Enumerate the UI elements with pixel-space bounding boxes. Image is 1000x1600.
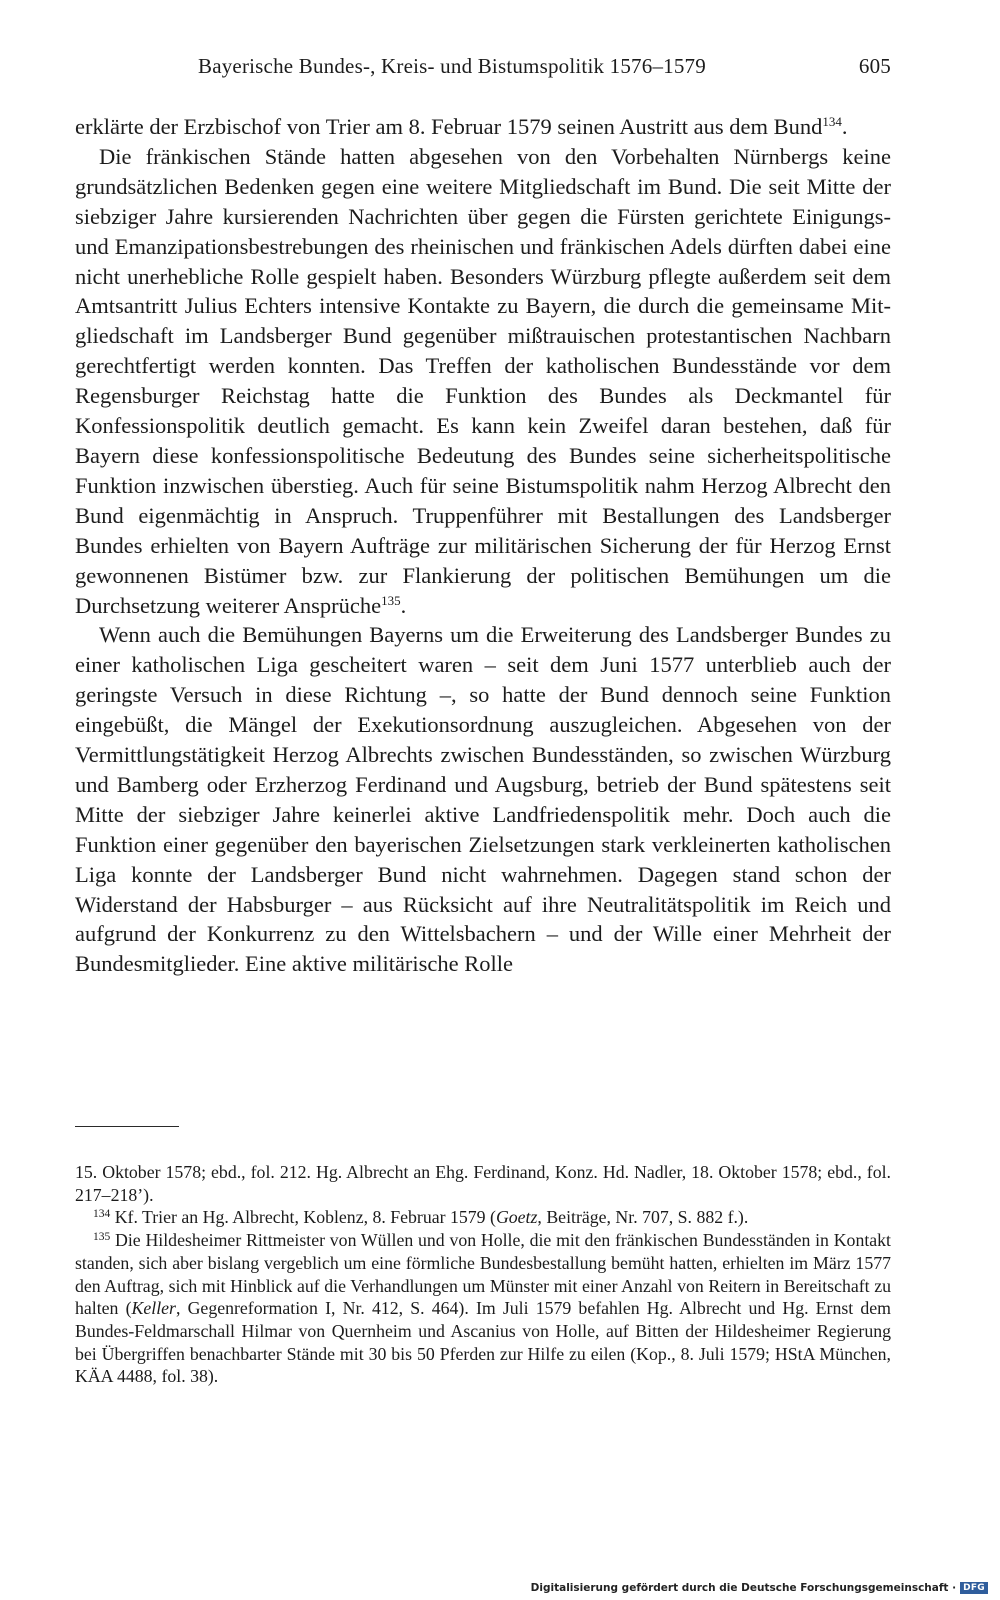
dfg-logo: DFG — [960, 1582, 988, 1594]
credit-text: Digitalisierung gefördert durch die Deutsche Forschungsgemeinschaft · — [530, 1582, 957, 1594]
page-number: 605 — [858, 54, 891, 78]
footnote-135-text-b: , Gegenreformation I, Nr. 412, S. 464). Im Juli 1579 befahlen Hg. Albrecht und Hg. Ernst dem Bundes-Feldmarschall Hilmar von Quernheim und Ascanius von Holle, auf Bitten der Hildesheimer Regierung bei Übergriffen benachbarter Stände mit 30 bis 50 Pferden zur Hilfe zu eilen (Kop., 8. Juli 1579; HStA München, KÄA 4488, fol. 38). — [75, 1298, 891, 1387]
footnote-135-author: Keller — [131, 1298, 176, 1319]
paragraph-1 — [75, 112, 891, 142]
footnote-134 — [75, 1206, 891, 1229]
footnote-134-author: Goetz — [495, 1207, 538, 1228]
digitization-credit — [531, 1582, 988, 1594]
paragraph-3 — [75, 620, 891, 979]
paragraph-2-end: . — [400, 592, 407, 618]
footnote-135-number: 135 — [93, 1231, 111, 1244]
footnote-135-text-a: Die Hildesheimer Rittmeister von Wüllen und von Holle, die mit den fränkischen Bundesständen in Kontakt standen, sich aber bislang vergeblich um eine förmliche Bundesbestallung bemüht hatten, erhielten im März 1577 den Auftrag, sich mit Hinblick auf die Verhandlungen um Münster mit einer Anzahl von Reitern in Bereitschaft zu halten ( — [75, 1230, 891, 1319]
paragraph-1-text: erklärte der Erzbischof von Trier am 8. Februar 1579 seinen Austritt aus dem Bund — [75, 114, 823, 139]
footnotes — [75, 1161, 891, 1388]
footnote-135 — [75, 1229, 891, 1388]
footnote-ref-135: 135 — [381, 592, 401, 608]
running-title: Bayerische Bundes-, Kreis- und Bistumspolitik 1576–1579 — [198, 54, 706, 78]
paragraph-3-text: Wenn auch die Bemühungen Bayerns um die Erweiterung des Landsberger Bundes zu einer katholischen Liga gescheitert waren – seit dem Juni 1577 unterblieb auch der geringste Versuch in diese Richtung –, so hatte der Bund dennoch seine Funktion eingebüßt, die Mängel der Exekutionsordnung auszugleichen. Abgesehen von der Vermittlungstätigkeit Herzog Albrechts zwischen Bundesständen, so zwischen Würzburg und Bamberg oder Erzherzog Ferdinand und Augsburg, betrieb der Bund spätestens seit Mitte der siebziger Jahre keinerlei aktive Landfriedenspolitik mehr. Doch auch die Funktion einer gegenüber den bayerischen Zielsetzungen stark verkleinerten katholischen Liga konnte der Landsberger Bund nicht wahrnehmen. Dagegen stand schon der Widerstand der Habsburger – aus Rücksicht auf ihre Neutralitätspolitik im Reich und aufgrund der Konkurrenz zu den Wittelsbachern – und der Wille einer Mehrheit der Bundesmitglieder. Eine aktive militärische Rolle — [75, 622, 891, 977]
footnote-134-text-b: , Beiträge, Nr. 707, S. 882 f.). — [537, 1207, 749, 1228]
footnote-continuation: 15. Oktober 1578; ebd., fol. 212. Hg. Albrecht an Ehg. Ferdinand, Konz. Hd. Nadler, 18. Oktober 1578; ebd., fol. 217–218’). — [75, 1162, 891, 1205]
paragraph-2 — [75, 142, 891, 621]
running-head — [75, 54, 891, 84]
main-text — [75, 112, 891, 979]
footnote-divider — [75, 1126, 179, 1127]
paragraph-1-end: . — [841, 114, 848, 139]
footnote-ref-134: 134 — [822, 114, 842, 129]
footnote-134-number: 134 — [93, 1208, 111, 1221]
paragraph-2-text: Die fränkischen Stände hatten abgesehen von den Vorbehalten Nürnbergs keine grundsätzlichen Bedenken gegen eine weitere Mitgliedschaft im Bund. Die seit Mitte der siebziger Jahre kursierenden Nachrichten über gegen die Fürsten gerichtete Einigungs- und Emanzipationsbestrebungen des rheinischen und fränkischen Adels dürften dabei eine nicht unerhebliche Rolle gespielt haben. Besonders Würzburg pflegte außerdem seit dem Amtsantritt Julius Echters intensive Kontakte zu Bayern, die durch die gemeinsame Mitgliedschaft im Landsberger Bund gegenüber mißtrauischen protestantischen Nachbarn gerechtfertigt werden konnten. Das Treffen der katholischen Bundesstände vor dem Regensburger Reichstag hatte die Funktion des Bundes als Deckmantel für Konfessionspolitik deutlich gemacht. Es kann kein Zweifel daran bestehen, daß für Bayern diese konfessionspolitische Bedeutung des Bundes seine sicherheitspolitische Funktion inzwischen überstieg. Auch für seine Bistumspolitik nahm Herzog Albrecht den Bund eigenmächtig in Anspruch. Truppenführer mit Bestallungen des Landsberger Bundes erhielten von Bayern Aufträge zur militärischen Sicherung der für Herzog Ernst gewonnenen Bistümer bzw. zur Flankierung der politischen Bemühungen um die Durchsetzung weiterer Ansprüche — [75, 143, 891, 618]
footnote-134-text-a: Kf. Trier an Hg. Albrecht, Koblenz, 8. Februar 1579 ( — [110, 1207, 496, 1228]
